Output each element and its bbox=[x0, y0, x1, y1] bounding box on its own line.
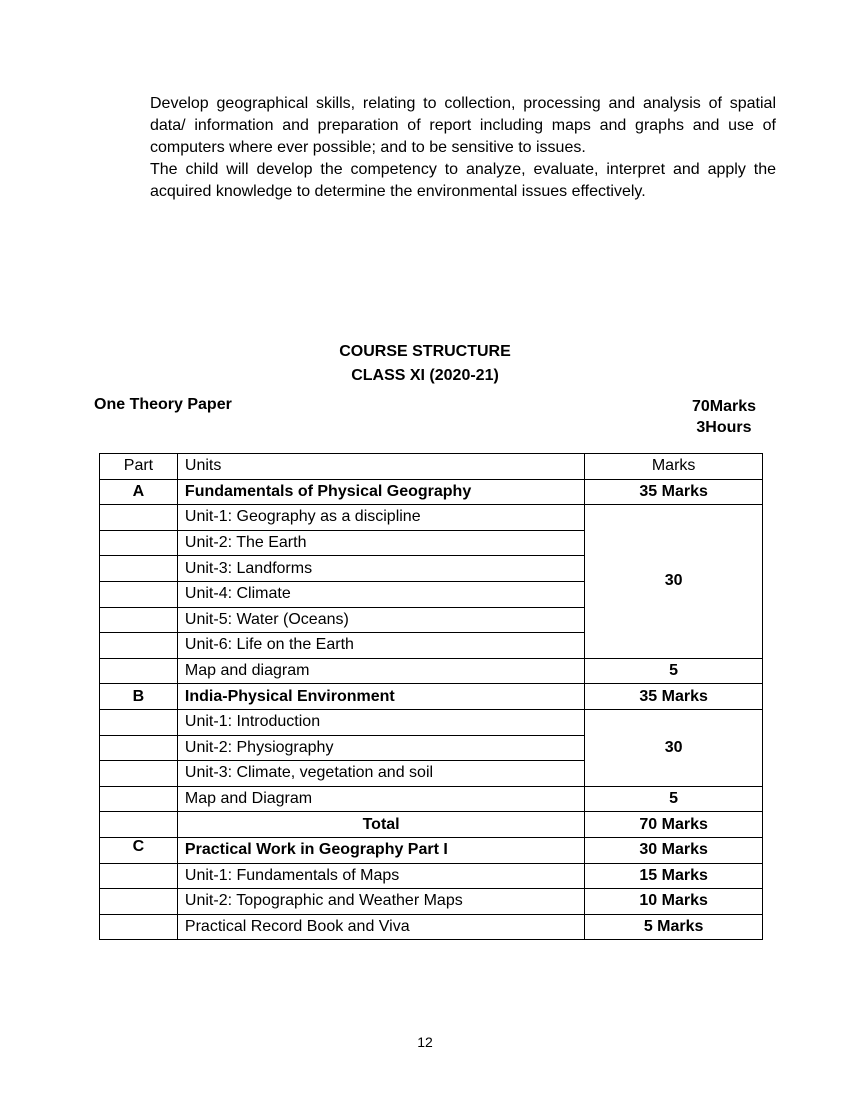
paper-meta bbox=[692, 396, 756, 438]
part-b-title: India-Physical Environment bbox=[177, 684, 584, 710]
part-a-marks: 35 Marks bbox=[585, 479, 763, 505]
intro-paragraph-2: The child will develop the competency to analyze, evaluate, interpret and apply the acquired knowledge to determine the environmental issues effectively. bbox=[150, 161, 776, 200]
intro-text bbox=[150, 93, 776, 203]
class-subtitle: CLASS XI (2020-21) bbox=[351, 367, 499, 384]
unit-cell: Unit-1: Introduction bbox=[177, 709, 584, 735]
table-row-total bbox=[100, 812, 763, 838]
unit-marks: 5 Marks bbox=[585, 914, 763, 940]
part-a-units-marks: 30 bbox=[585, 505, 763, 659]
unit-cell: Unit-1: Fundamentals of Maps bbox=[177, 863, 584, 889]
table-row bbox=[100, 709, 763, 735]
part-b-marks: 35 Marks bbox=[585, 684, 763, 710]
empty-part-cell bbox=[100, 581, 178, 607]
part-b-units-marks: 30 bbox=[585, 709, 763, 786]
table-row bbox=[100, 786, 763, 812]
part-c-title: Practical Work in Geography Part I bbox=[177, 837, 584, 863]
course-structure-table bbox=[99, 453, 763, 940]
header-units: Units bbox=[177, 454, 584, 480]
table-row-part-b bbox=[100, 684, 763, 710]
total-label: Total bbox=[177, 812, 584, 838]
header-part: Part bbox=[100, 454, 178, 480]
part-c-label: C bbox=[100, 837, 178, 863]
unit-cell: Practical Record Book and Viva bbox=[177, 914, 584, 940]
paper-duration: 3Hours bbox=[696, 419, 752, 436]
unit-marks: 15 Marks bbox=[585, 863, 763, 889]
unit-cell: Unit-3: Climate, vegetation and soil bbox=[177, 761, 584, 787]
empty-part-cell bbox=[100, 505, 178, 531]
empty-part-cell bbox=[100, 812, 178, 838]
empty-part-cell bbox=[100, 761, 178, 787]
table-row bbox=[100, 863, 763, 889]
intro-paragraph-1: Develop geographical skills, relating to collection, processing and analysis of spatial data/ information and preparation of report including maps and graphs and use of computers where ever possible; and to be sensitive to issues. bbox=[150, 95, 776, 156]
paper-marks: 70Marks bbox=[691, 398, 756, 415]
map-diagram-marks: 5 bbox=[585, 658, 763, 684]
unit-cell: Unit-1: Geography as a discipline bbox=[177, 505, 584, 531]
unit-cell: Unit-6: Life on the Earth bbox=[177, 633, 584, 659]
course-structure-title: COURSE STRUCTURE bbox=[339, 343, 511, 360]
empty-part-cell bbox=[100, 735, 178, 761]
unit-cell: Unit-5: Water (Oceans) bbox=[177, 607, 584, 633]
map-diagram-cell: Map and diagram bbox=[177, 658, 584, 684]
part-a-title: Fundamentals of Physical Geography bbox=[177, 479, 584, 505]
unit-marks: 10 Marks bbox=[585, 889, 763, 915]
part-b-label: B bbox=[100, 684, 178, 710]
table-row bbox=[100, 658, 763, 684]
empty-part-cell bbox=[100, 633, 178, 659]
empty-part-cell bbox=[100, 863, 178, 889]
part-c-marks: 30 Marks bbox=[585, 837, 763, 863]
unit-cell: Unit-3: Landforms bbox=[177, 556, 584, 582]
part-a-label: A bbox=[100, 479, 178, 505]
map-diagram-cell: Map and Diagram bbox=[177, 786, 584, 812]
total-marks: 70 Marks bbox=[585, 812, 763, 838]
empty-part-cell bbox=[100, 786, 178, 812]
empty-part-cell bbox=[100, 889, 178, 915]
empty-part-cell bbox=[100, 530, 178, 556]
empty-part-cell bbox=[100, 914, 178, 940]
unit-cell: Unit-2: The Earth bbox=[177, 530, 584, 556]
table-row bbox=[100, 505, 763, 531]
unit-cell: Unit-2: Topographic and Weather Maps bbox=[177, 889, 584, 915]
page-number: 12 bbox=[417, 1034, 433, 1050]
unit-cell: Unit-4: Climate bbox=[177, 581, 584, 607]
empty-part-cell bbox=[100, 658, 178, 684]
empty-part-cell bbox=[100, 607, 178, 633]
table-header-row bbox=[100, 454, 763, 480]
table-row-part-c bbox=[100, 837, 763, 863]
table-row bbox=[100, 914, 763, 940]
table-row bbox=[100, 889, 763, 915]
paper-label: One Theory Paper bbox=[94, 396, 232, 413]
table-row-part-a bbox=[100, 479, 763, 505]
unit-cell: Unit-2: Physiography bbox=[177, 735, 584, 761]
header-marks: Marks bbox=[585, 454, 763, 480]
map-diagram-marks: 5 bbox=[585, 786, 763, 812]
empty-part-cell bbox=[100, 556, 178, 582]
empty-part-cell bbox=[100, 709, 178, 735]
